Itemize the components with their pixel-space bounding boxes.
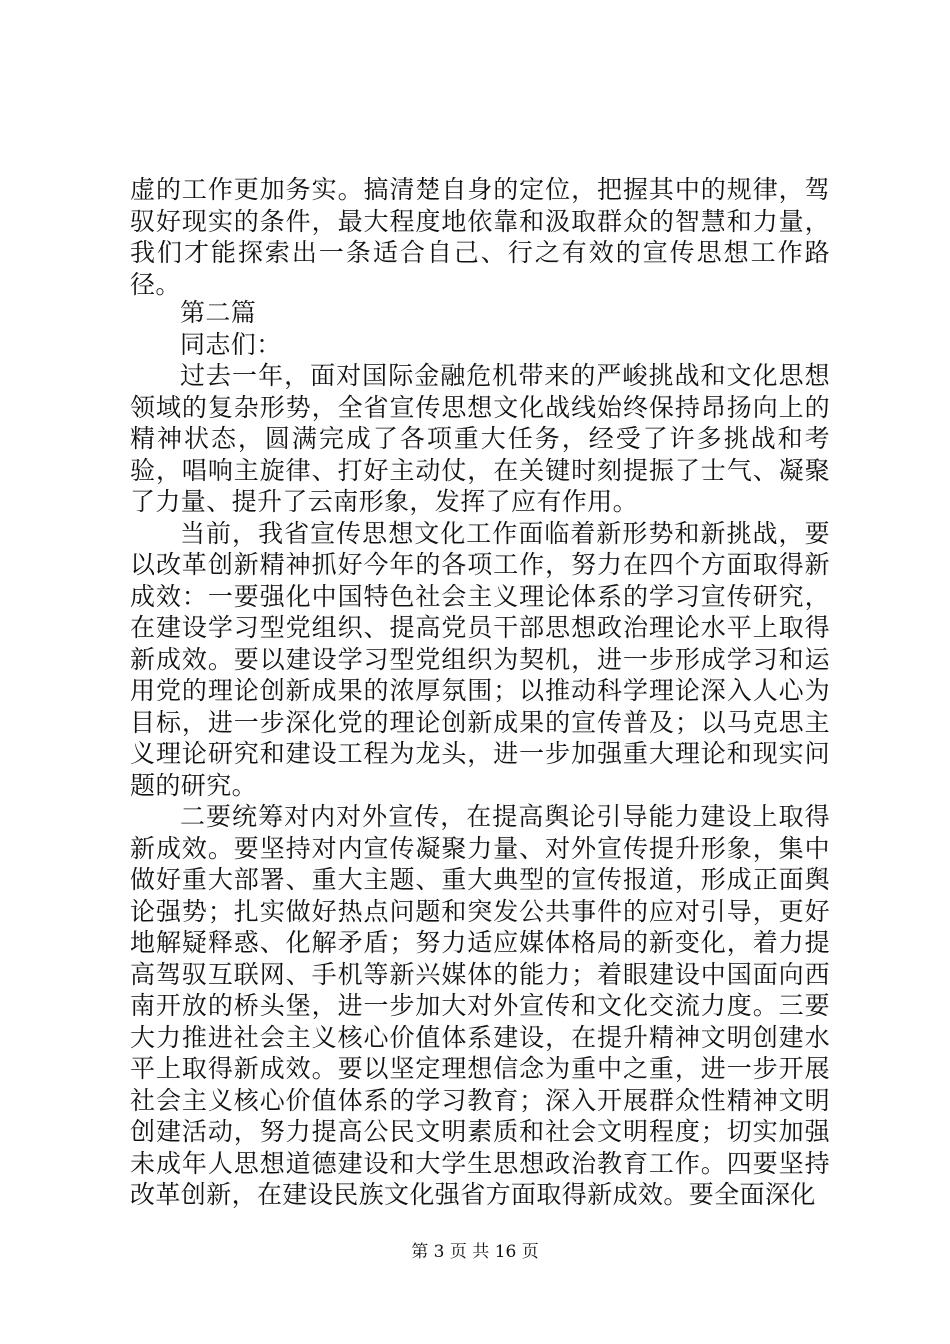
body-paragraph: 二要统筹对内对外宣传，在提高舆论引导能力建设上取得新成效。要坚持对内宣传凝聚力量、对外宣传提升形象，集中做好重大部署、重大主题、重大典型的宣传报道，形成正面舆论强势；扎实做好热点问题和突发公共事件的应对引导，更好地解疑释惑、化解矛盾；努力适应媒体格局的新变化，着力提高驾驭互联网、手机等新兴媒体的能力；着眼建设中国面向西南开放的桥头堡，进一步加大对外宣传和文化交流力度。三要大力推进社会主义核心价值体系建设，在提升精神文明创建水平上取得新成效。要以坚定理想信念为重中之重，进一步开展社会主义核心价值体系的学习教育；深入开展群众性精神文明创建活动，努力提高公民文明素质和社会文明程度；切实加强未成年人思想道德建设和大学生思想政治教育工作。四要坚持改革创新，在建设民族文化强省方面取得新成效。要全面深化 [130, 802, 830, 1209]
page-footer [0, 1241, 950, 1263]
body-paragraph: 过去一年，面对国际金融危机带来的严峻挑战和文化思想领域的复杂形势，全省宣传思想文化战线始终保持昂扬向上的精神状态，圆满完成了各项重大任务，经受了许多挑战和考验，唱响主旋律、打好主动仗，在关键时刻提振了士气、凝聚了力量、提升了云南形象，发挥了应有作用。 [130, 361, 830, 516]
body-paragraph: 当前，我省宣传思想文化工作面临着新形势和新挑战，要以改革创新精神抓好今年的各项工作，努力在四个方面取得新成效：一要强化中国特色社会主义理论体系的学习宣传研究，在建设学习型党组织、提高党员干部思想政治理论水平上取得新成效。要以建设学习型党组织为契机，进一步形成学习和运用党的理论创新成果的浓厚氛围；以推动科学理论深入人心为目标，进一步深化党的理论创新成果的宣传普及；以马克思主义理论研究和建设工程为龙头，进一步加强重大理论和现实问题的研究。 [130, 518, 830, 800]
continuation-text-block [130, 174, 830, 300]
continuation-paragraph: 虚的工作更加务实。搞清楚自身的定位，把握其中的规律，驾驭好现实的条件，最大程度地依靠和汲取群众的智慧和力量，我们才能探索出一条适合自己、行之有效的宣传思想工作路径。 [130, 175, 830, 299]
section-two [130, 297, 830, 1211]
salutation: 同志们： [180, 329, 282, 359]
page-number-label: 第 3 页 共 16 页 [411, 1242, 539, 1262]
section-title: 第二篇 [180, 298, 257, 327]
